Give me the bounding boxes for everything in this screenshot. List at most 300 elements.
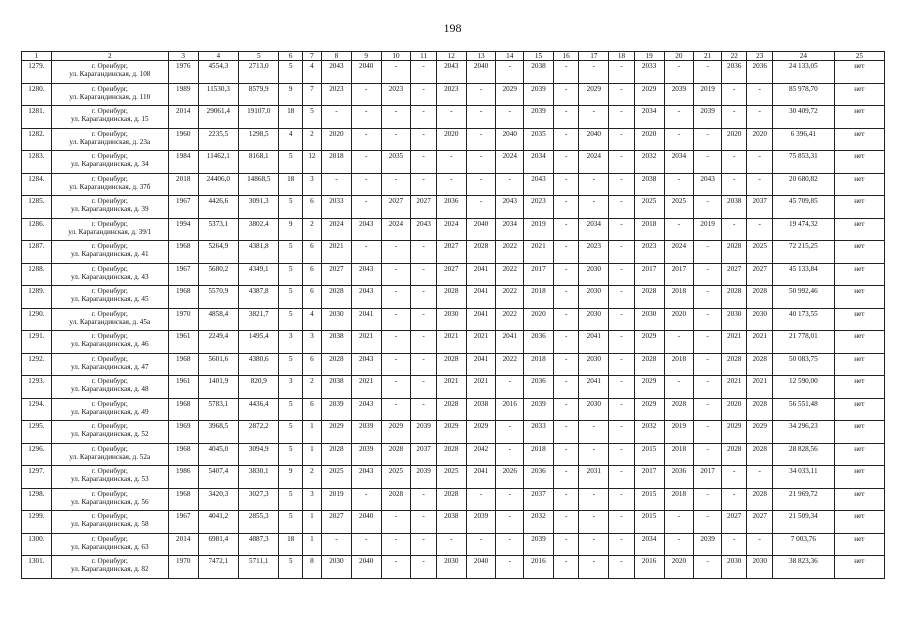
year-schedule-cell: 2025 [634, 196, 664, 219]
year-schedule-cell: 2028 [322, 443, 352, 466]
cost-cell: 50 992,46 [773, 286, 835, 309]
year-cell: 1969 [168, 421, 198, 444]
entrances-cell: 2 [302, 218, 321, 241]
year-schedule-cell: 2029 [634, 398, 664, 421]
year-schedule-cell: 2018 [664, 353, 694, 376]
address-city: г. Оренбург, [91, 129, 128, 138]
year-schedule-cell: - [579, 511, 609, 534]
year-schedule-cell: 2021 [721, 331, 747, 354]
year-schedule-cell: 2037 [747, 196, 773, 219]
year-cell: 1967 [168, 511, 198, 534]
year-cell: 1986 [168, 466, 198, 489]
year-schedule-cell: 2030 [634, 308, 664, 331]
year-schedule-cell: 2021 [721, 376, 747, 399]
address-street: ул. Карагандинская, д. 63 [71, 542, 149, 551]
row-number-cell: 1280. [22, 83, 52, 106]
row-number-cell: 1295. [22, 421, 52, 444]
year-schedule-cell: 2039 [694, 106, 722, 129]
year-schedule-cell: 2030 [579, 353, 609, 376]
cost-cell: 20 680,82 [773, 173, 835, 196]
year-schedule-cell: 2024 [664, 241, 694, 264]
year-schedule-cell: - [553, 61, 579, 84]
cost-cell: 12 590,00 [773, 376, 835, 399]
year-schedule-cell: 2030 [579, 308, 609, 331]
year-schedule-cell: 2029 [747, 421, 773, 444]
year-schedule-cell: 2043 [411, 218, 437, 241]
address-city: г. Оренбург, [91, 152, 128, 160]
address-street: ул. Карагандинская, д. 46 [71, 340, 149, 348]
address-city: г. Оренбург, [91, 399, 128, 408]
year-schedule-cell: - [411, 128, 437, 151]
year-schedule-cell: - [411, 308, 437, 331]
year-schedule-cell: 2038 [721, 196, 747, 219]
total-area-cell: 4426,6 [198, 196, 238, 219]
year-schedule-cell: - [381, 128, 411, 151]
year-cell: 1968 [168, 241, 198, 264]
year-schedule-cell: 2029 [634, 376, 664, 399]
entrances-cell: 7 [302, 83, 321, 106]
year-schedule-cell: 2039 [351, 421, 381, 444]
address-city: г. Оренбург, [91, 264, 128, 273]
year-schedule-cell: 2028 [747, 398, 773, 421]
year-schedule-cell: 2028 [436, 286, 466, 309]
year-schedule-cell: - [664, 511, 694, 534]
flag-cell: нет [834, 196, 884, 219]
address-city: г. Оренбург, [91, 62, 128, 70]
year-schedule-cell: - [609, 241, 635, 264]
year-schedule-cell: 2028 [747, 443, 773, 466]
year-schedule-cell: - [466, 533, 496, 556]
floors-cell: 4 [279, 128, 302, 151]
year-schedule-cell: - [721, 466, 747, 489]
cost-cell: 56 551,48 [773, 398, 835, 421]
year-schedule-cell: - [411, 353, 437, 376]
flag-cell: нет [834, 466, 884, 489]
floors-cell: 5 [279, 61, 302, 84]
total-area-cell: 4858,4 [198, 308, 238, 331]
column-number-cell: 22 [721, 52, 747, 61]
row-number-cell: 1298. [22, 488, 52, 511]
address-street: ул. Карагандинская, д. 43 [71, 272, 149, 281]
address-city: г. Оренбург, [91, 242, 128, 250]
year-schedule-cell: 2021 [436, 376, 466, 399]
year-schedule-cell: - [579, 173, 609, 196]
entrances-cell: 6 [302, 241, 321, 264]
year-schedule-cell: 2027 [322, 263, 352, 286]
year-schedule-cell: 2040 [466, 556, 496, 579]
column-number-cell: 13 [466, 52, 496, 61]
year-schedule-cell: 2018 [322, 151, 352, 174]
total-area-cell: 3968,5 [198, 421, 238, 444]
living-area-cell: 2872,2 [239, 421, 279, 444]
year-schedule-cell: - [411, 533, 437, 556]
year-schedule-cell: - [381, 263, 411, 286]
address-city: г. Оренбург, [91, 377, 128, 385]
year-schedule-cell: - [381, 556, 411, 579]
year-schedule-cell: - [496, 376, 524, 399]
year-schedule-cell: 2039 [351, 443, 381, 466]
address-cell [51, 443, 168, 466]
floors-cell: 5 [279, 511, 302, 534]
address-street: ул. Карагандинская, д. 82 [71, 565, 149, 573]
year-schedule-cell: - [609, 511, 635, 534]
address-cell [51, 263, 168, 286]
floors-cell: 9 [279, 218, 302, 241]
year-schedule-cell: - [721, 488, 747, 511]
year-schedule-cell: 2020 [524, 308, 554, 331]
year-schedule-cell: 2040 [351, 511, 381, 534]
year-schedule-cell: 2041 [466, 286, 496, 309]
year-cell: 1968 [168, 398, 198, 421]
year-schedule-cell: 2027 [436, 241, 466, 264]
year-schedule-cell: - [747, 106, 773, 129]
living-area-cell: 4387,8 [239, 286, 279, 309]
year-schedule-cell: - [496, 61, 524, 84]
year-cell: 1968 [168, 286, 198, 309]
year-schedule-cell: 2025 [664, 196, 694, 219]
column-number-cell: 18 [609, 52, 635, 61]
year-cell: 1960 [168, 128, 198, 151]
living-area-cell: 3821,7 [239, 308, 279, 331]
cost-cell: 6 396,41 [773, 128, 835, 151]
year-schedule-cell: 2027 [747, 511, 773, 534]
year-schedule-cell: 2028 [634, 286, 664, 309]
year-schedule-cell: 2021 [466, 376, 496, 399]
year-schedule-cell: - [609, 128, 635, 151]
year-schedule-cell: - [609, 218, 635, 241]
year-schedule-cell: - [609, 533, 635, 556]
year-schedule-cell: 2018 [524, 443, 554, 466]
year-schedule-cell: 2020 [721, 128, 747, 151]
year-schedule-cell: 2027 [322, 511, 352, 534]
year-schedule-cell: 2031 [579, 466, 609, 489]
table-row [22, 263, 885, 286]
floors-cell: 5 [279, 263, 302, 286]
year-schedule-cell: 2021 [747, 331, 773, 354]
year-schedule-cell: - [351, 241, 381, 264]
year-schedule-cell: - [351, 173, 381, 196]
year-schedule-cell: 2040 [466, 61, 496, 84]
year-schedule-cell: 2021 [747, 376, 773, 399]
flag-cell: нет [834, 308, 884, 331]
year-schedule-cell: 2018 [634, 218, 664, 241]
cost-cell: 34 296,23 [773, 421, 835, 444]
year-schedule-cell: 2039 [411, 466, 437, 489]
year-schedule-cell: 2030 [747, 556, 773, 579]
floors-cell: 3 [279, 331, 302, 354]
year-schedule-cell: - [579, 196, 609, 219]
year-schedule-cell: 2021 [351, 376, 381, 399]
table-row [22, 376, 885, 399]
year-schedule-cell: - [351, 488, 381, 511]
year-schedule-cell: 2016 [524, 556, 554, 579]
entrances-cell: 2 [302, 376, 321, 399]
year-schedule-cell: - [411, 106, 437, 129]
year-schedule-cell: - [466, 128, 496, 151]
entrances-cell: 3 [302, 488, 321, 511]
entrances-cell: 6 [302, 196, 321, 219]
floors-cell: 9 [279, 83, 302, 106]
year-schedule-cell: 2030 [579, 263, 609, 286]
year-schedule-cell: 2039 [524, 533, 554, 556]
flag-cell: нет [834, 263, 884, 286]
year-cell: 1967 [168, 196, 198, 219]
flag-cell: нет [834, 151, 884, 174]
year-schedule-cell: 2020 [721, 398, 747, 421]
floors-cell: 5 [279, 398, 302, 421]
year-schedule-cell: - [694, 353, 722, 376]
table-row [22, 151, 885, 174]
address-cell [51, 196, 168, 219]
year-schedule-cell: - [694, 331, 722, 354]
year-schedule-cell: - [694, 241, 722, 264]
column-number-cell: 14 [496, 52, 524, 61]
year-schedule-cell: 2020 [664, 556, 694, 579]
living-area-cell: 3830,1 [239, 466, 279, 489]
year-schedule-cell: 2015 [634, 488, 664, 511]
year-schedule-cell: - [381, 286, 411, 309]
year-schedule-cell: - [381, 173, 411, 196]
entrances-cell: 3 [302, 173, 321, 196]
cost-cell: 75 853,31 [773, 151, 835, 174]
year-schedule-cell: 2024 [436, 218, 466, 241]
year-schedule-cell: 2028 [381, 488, 411, 511]
flag-cell: нет [834, 353, 884, 376]
year-schedule-cell: 2027 [721, 263, 747, 286]
entrances-cell: 1 [302, 443, 321, 466]
cost-cell: 85 978,70 [773, 83, 835, 106]
column-number-cell: 20 [664, 52, 694, 61]
address-cell [51, 218, 168, 241]
year-schedule-cell: 2037 [411, 443, 437, 466]
floors-cell: 5 [279, 241, 302, 264]
year-schedule-cell: 2018 [664, 286, 694, 309]
address-city: г. Оренбург, [91, 534, 128, 543]
address-cell [51, 533, 168, 556]
year-schedule-cell: 2039 [524, 106, 554, 129]
address-cell [51, 286, 168, 309]
table-row [22, 488, 885, 511]
column-number-cell: 3 [168, 52, 198, 61]
year-schedule-cell: - [721, 218, 747, 241]
year-schedule-cell: 2041 [466, 263, 496, 286]
year-schedule-cell: 2035 [381, 151, 411, 174]
year-schedule-cell: - [609, 286, 635, 309]
year-schedule-cell: - [721, 106, 747, 129]
entrances-cell: 8 [302, 556, 321, 579]
year-schedule-cell: 2036 [524, 466, 554, 489]
year-schedule-cell: 2034 [634, 106, 664, 129]
year-schedule-cell: 2038 [436, 511, 466, 534]
address-cell [51, 308, 168, 331]
year-schedule-cell: 2041 [466, 353, 496, 376]
year-schedule-cell: - [721, 151, 747, 174]
year-schedule-cell: 2022 [496, 308, 524, 331]
year-schedule-cell: 2037 [524, 488, 554, 511]
living-area-cell: 8168,1 [239, 151, 279, 174]
total-area-cell: 29061,4 [198, 106, 238, 129]
year-schedule-cell: 2022 [496, 241, 524, 264]
year-schedule-cell: 2038 [322, 376, 352, 399]
year-schedule-cell: 2043 [694, 173, 722, 196]
flag-cell: нет [834, 376, 884, 399]
year-schedule-cell: 2029 [496, 83, 524, 106]
year-schedule-cell: 2042 [466, 443, 496, 466]
year-schedule-cell: - [694, 443, 722, 466]
living-area-cell: 4887,3 [239, 533, 279, 556]
year-schedule-cell: - [411, 556, 437, 579]
year-schedule-cell: 2035 [524, 128, 554, 151]
year-schedule-cell: 2033 [322, 196, 352, 219]
address-street: ул. Карагандинская, д. 52 [71, 430, 149, 438]
year-schedule-cell: 2021 [322, 241, 352, 264]
year-schedule-cell: 2024 [381, 218, 411, 241]
year-schedule-cell: 2029 [381, 421, 411, 444]
address-street: ул. Карагандинская, д. 39 [71, 205, 149, 213]
column-number-cell: 5 [239, 52, 279, 61]
year-schedule-cell: - [579, 443, 609, 466]
column-number-cell: 21 [694, 52, 722, 61]
year-schedule-cell: - [579, 421, 609, 444]
year-schedule-cell: - [721, 533, 747, 556]
year-schedule-cell: 2020 [322, 128, 352, 151]
year-schedule-cell: 2039 [466, 511, 496, 534]
year-schedule-cell: - [609, 398, 635, 421]
column-number-cell: 11 [411, 52, 437, 61]
year-cell: 1989 [168, 83, 198, 106]
row-number-cell: 1284. [22, 173, 52, 196]
flag-cell: нет [834, 106, 884, 129]
year-schedule-cell: - [553, 556, 579, 579]
address-cell [51, 556, 168, 579]
year-schedule-cell: 2039 [664, 83, 694, 106]
year-schedule-cell: 2030 [721, 556, 747, 579]
year-schedule-cell: - [747, 466, 773, 489]
table-row [22, 443, 885, 466]
row-number-cell: 1288. [22, 263, 52, 286]
year-schedule-cell: 2043 [351, 263, 381, 286]
year-schedule-cell: 2041 [351, 308, 381, 331]
table-row [22, 308, 885, 331]
year-schedule-cell: 2036 [664, 466, 694, 489]
year-cell: 2014 [168, 106, 198, 129]
year-schedule-cell: 2043 [351, 398, 381, 421]
year-schedule-cell: - [609, 421, 635, 444]
cost-cell: 7 003,76 [773, 533, 835, 556]
year-schedule-cell: 2029 [466, 421, 496, 444]
year-schedule-cell: 2015 [634, 511, 664, 534]
column-number-cell: 12 [436, 52, 466, 61]
year-schedule-cell: - [351, 83, 381, 106]
year-schedule-cell: - [747, 218, 773, 241]
year-schedule-cell: - [351, 106, 381, 129]
year-schedule-cell: - [553, 511, 579, 534]
column-number-cell: 19 [634, 52, 664, 61]
year-schedule-cell: - [322, 173, 352, 196]
year-schedule-cell: 2027 [721, 511, 747, 534]
year-schedule-cell: - [694, 488, 722, 511]
address-street: ул. Карагандинская, д. 23а [69, 137, 151, 146]
year-schedule-cell: - [381, 308, 411, 331]
table-row [22, 511, 885, 534]
year-schedule-cell: 2025 [381, 466, 411, 489]
year-schedule-cell: - [579, 61, 609, 84]
table-row [22, 466, 885, 489]
entrances-cell: 4 [302, 308, 321, 331]
flag-cell: нет [834, 83, 884, 106]
year-schedule-cell: - [553, 128, 579, 151]
year-schedule-cell: 2029 [634, 83, 664, 106]
year-schedule-cell: - [553, 196, 579, 219]
total-area-cell: 2235,5 [198, 128, 238, 151]
year-cell: 1984 [168, 151, 198, 174]
address-street: ул. Карагандинская, д. 37б [69, 182, 151, 191]
flag-cell: нет [834, 533, 884, 556]
year-schedule-cell: - [694, 151, 722, 174]
year-schedule-cell: 2034 [524, 151, 554, 174]
year-schedule-cell: - [664, 533, 694, 556]
year-schedule-cell: - [411, 286, 437, 309]
living-area-cell: 1298,5 [239, 128, 279, 151]
year-schedule-cell: - [411, 398, 437, 421]
floors-cell: 18 [279, 533, 302, 556]
year-schedule-cell: 2039 [524, 83, 554, 106]
entrances-cell: 4 [302, 61, 321, 84]
year-schedule-cell: 2017 [664, 263, 694, 286]
year-schedule-cell: 2017 [694, 466, 722, 489]
entrances-cell: 6 [302, 286, 321, 309]
total-area-cell: 5570,9 [198, 286, 238, 309]
year-schedule-cell: 2040 [579, 128, 609, 151]
address-street: ул. Карагандинская, д. 39/1 [68, 227, 152, 236]
year-schedule-cell: 2029 [721, 421, 747, 444]
year-schedule-cell: - [411, 241, 437, 264]
entrances-cell: 5 [302, 106, 321, 129]
row-number-cell: 1297. [22, 466, 52, 489]
year-schedule-cell: 2024 [496, 151, 524, 174]
year-schedule-cell: 2034 [664, 151, 694, 174]
year-schedule-cell: 2027 [747, 263, 773, 286]
data-table [21, 51, 885, 579]
address-street: ул. Карагандинская, д. 58 [71, 520, 149, 528]
year-schedule-cell: 2043 [351, 353, 381, 376]
year-schedule-cell: - [436, 151, 466, 174]
year-schedule-cell: 2023 [322, 83, 352, 106]
year-schedule-cell: 2025 [436, 466, 466, 489]
year-schedule-cell: 2025 [747, 241, 773, 264]
year-schedule-cell: 2028 [721, 286, 747, 309]
year-schedule-cell: 2036 [524, 376, 554, 399]
flag-cell: нет [834, 331, 884, 354]
year-schedule-cell: - [609, 263, 635, 286]
year-schedule-cell: - [496, 533, 524, 556]
address-city: г. Оренбург, [91, 444, 128, 453]
year-schedule-cell: - [553, 421, 579, 444]
year-schedule-cell: 2019 [322, 488, 352, 511]
year-schedule-cell: - [553, 218, 579, 241]
year-schedule-cell: - [664, 218, 694, 241]
column-number-cell: 6 [279, 52, 302, 61]
flag-cell: нет [834, 488, 884, 511]
address-cell [51, 488, 168, 511]
year-schedule-cell: - [411, 173, 437, 196]
year-schedule-cell: 2030 [721, 308, 747, 331]
year-schedule-cell: - [496, 173, 524, 196]
floors-cell: 18 [279, 173, 302, 196]
floors-cell: 5 [279, 151, 302, 174]
year-schedule-cell: 2017 [524, 263, 554, 286]
living-area-cell: 2855,3 [239, 511, 279, 534]
